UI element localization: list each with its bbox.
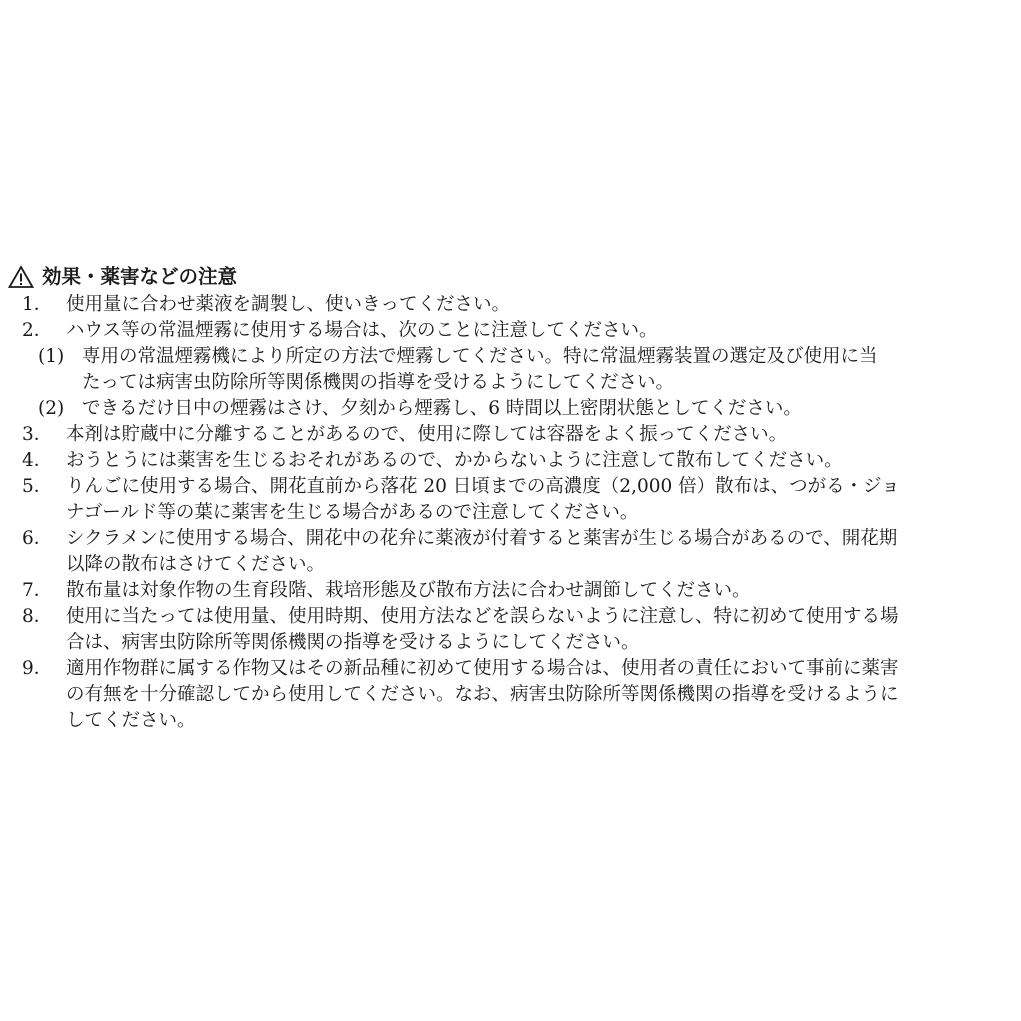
list-item-text [82, 344, 1008, 396]
list-item [8, 656, 1008, 734]
list-item-text [66, 448, 1008, 474]
list-item [8, 292, 1008, 318]
list-item-line: 適用作物群に属する作物又はその新品種に初めて使用する場合は、使用者の責任において事前に薬害 [66, 658, 899, 679]
list-item-text [66, 656, 1008, 734]
list-item-text [66, 578, 1008, 604]
list-item-number: 2． [22, 320, 53, 341]
list-item-line: 本剤は貯蔵中に分離することがあるので、使用に際しては容器をよく振ってください。 [66, 424, 788, 445]
warning-triangle-icon [8, 265, 34, 289]
list-item-number: 6． [22, 528, 53, 549]
list-item-number: (1) [38, 346, 65, 367]
list-item-line: シクラメンに使用する場合、開花中の花弁に薬液が付着すると薬害が生じる場合があるので、開花期 [66, 528, 898, 549]
list-item [8, 474, 1008, 526]
list-item-line: りんごに使用する場合、開花直前から落花 20 日頃までの高濃度（2,000 倍）散布は、つがる・ジョ [66, 476, 900, 497]
list-item-number: 1． [22, 294, 53, 315]
list-item-number: 8． [22, 606, 53, 627]
list-item-number: 7． [22, 580, 53, 601]
section-heading-text: 効果・薬害などの注意 [42, 265, 238, 288]
list-item-line: ナゴールド等の葉に薬害を生じる場合があるので注意してください。 [66, 502, 639, 523]
list-item [8, 422, 1008, 448]
list-item-text [66, 526, 1008, 578]
list-item-line: の有無を十分確認してから使用してください。なお、病害虫防除所等関係機関の指導を受けるように [66, 684, 899, 705]
precautions-section [8, 262, 1008, 734]
list-item-line: 合は、病害虫防除所等関係機関の指導を受けるようにしてください。 [66, 632, 640, 653]
list-item-text [66, 318, 1008, 344]
list-item-number: 3． [22, 424, 53, 445]
list-item-line: 使用に当たっては使用量、使用時期、使用方法などを誤らないように注意し、特に初めて使用する場 [66, 606, 899, 627]
section-heading [8, 262, 1008, 292]
list-item-line: してください。 [66, 710, 196, 731]
list-item-line: 散布量は対象作物の生育段階、栽培形態及び散布方法に合わせ調節してください。 [66, 580, 751, 601]
list-item-text [66, 474, 1008, 526]
list-item-line: 専用の常温煙霧機により所定の方法で煙霧してください。特に常温煙霧装置の選定及び使用に当 [82, 346, 878, 367]
list-item [8, 526, 1008, 578]
list-item-number: 4． [22, 450, 53, 471]
list-item-line: できるだけ日中の煙霧はさけ、夕刻から煙霧し、6 時間以上密閉状態としてください。 [82, 398, 802, 419]
list-item-line: 使用量に合わせ薬液を調製し、使いきってください。 [66, 294, 511, 315]
list-item-line: おうとうには薬害を生じるおそれがあるので、かからないように注意して散布してください。 [66, 450, 843, 471]
list-item-number: (2) [38, 398, 65, 419]
list-item [8, 396, 1008, 422]
list-item [8, 318, 1008, 344]
list-item-text [66, 292, 1008, 318]
list-item-text [66, 604, 1008, 656]
list-item-line: 以降の散布はさけてください。 [66, 554, 326, 575]
list-item-number: 9． [22, 658, 53, 679]
list-item [8, 578, 1008, 604]
list-item-text [66, 422, 1008, 448]
list-item-text [82, 396, 1008, 422]
precautions-list [8, 292, 1008, 734]
list-item-line: ハウス等の常温煙霧に使用する場合は、次のことに注意してください。 [66, 320, 658, 341]
list-item-line: たっては病害虫防除所等関係機関の指導を受けるようにしてください。 [82, 372, 675, 393]
list-item-number: 5． [22, 476, 53, 497]
list-item [8, 344, 1008, 396]
list-item [8, 448, 1008, 474]
list-item [8, 604, 1008, 656]
